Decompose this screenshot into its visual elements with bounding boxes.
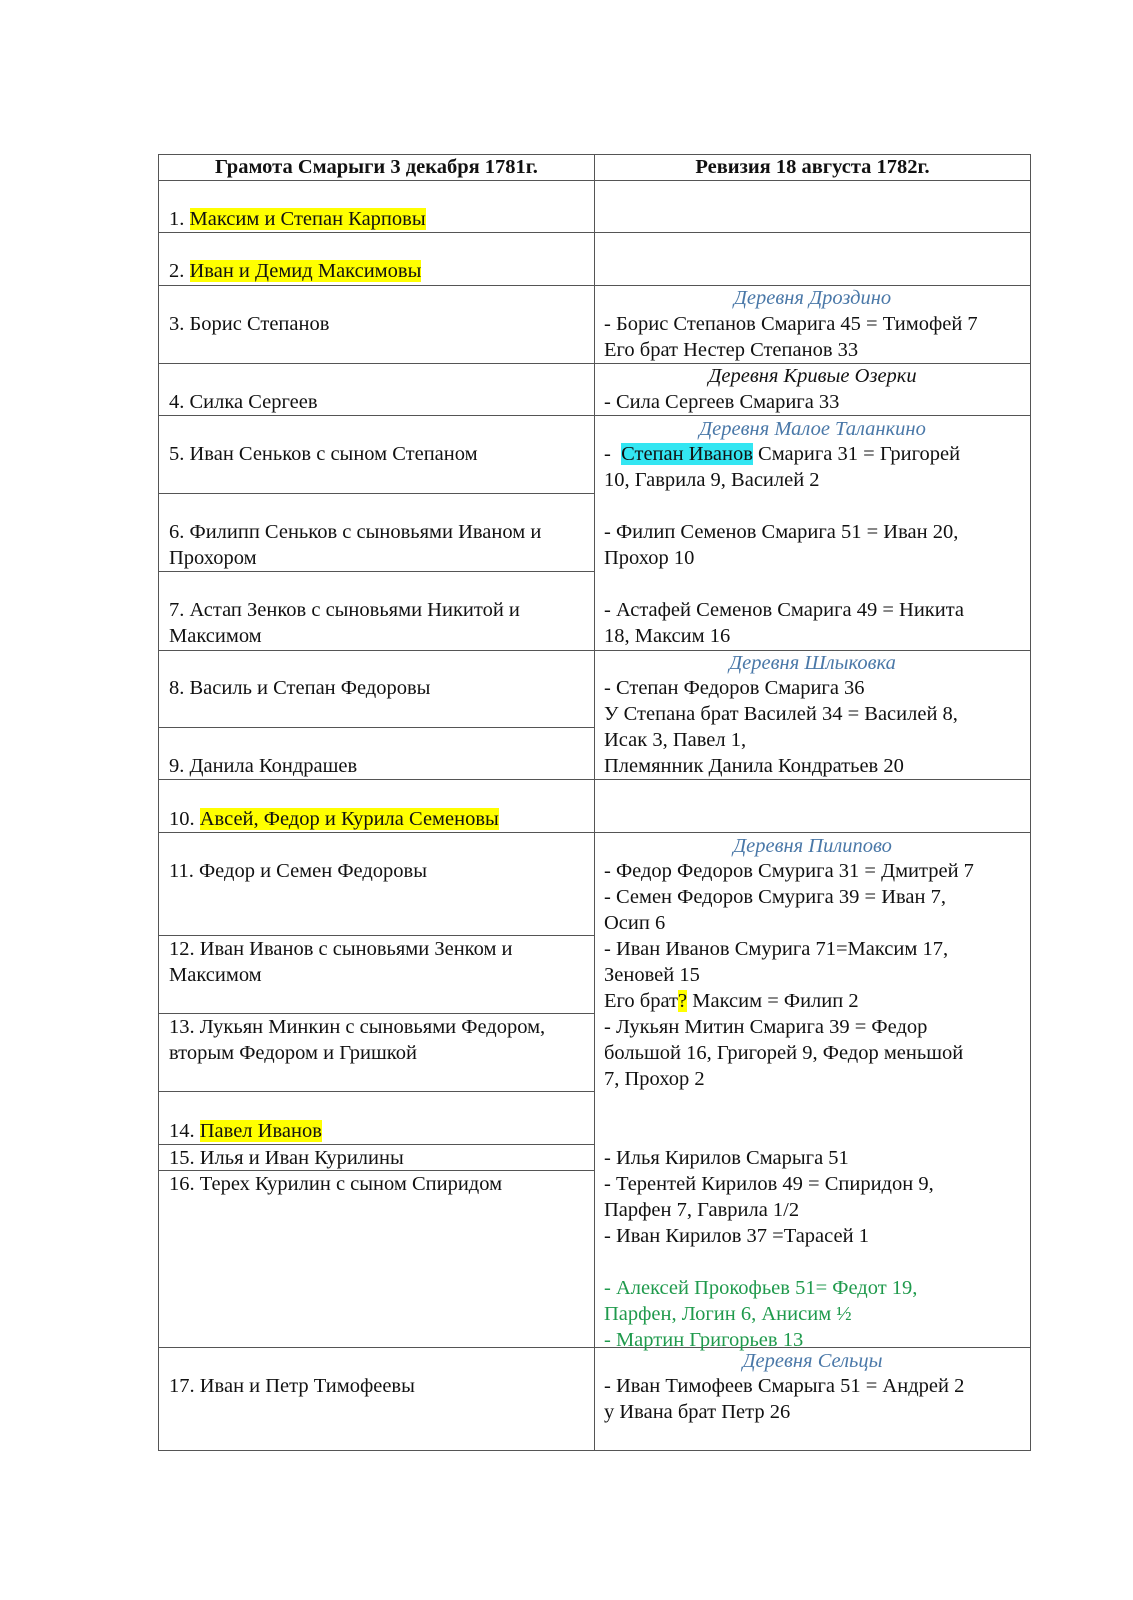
revision-line: 18, Максим 16 xyxy=(604,625,731,647)
entry-12-line-1: 12. Иван Иванов с сыновьями Зенком и xyxy=(169,938,513,960)
highlight-yellow: Максим и Степан Карповы xyxy=(189,208,426,230)
revision-line: - Астафей Семенов Смарига 49 = Никита xyxy=(604,599,965,621)
revision-line: - Семен Федоров Смурига 39 = Иван 7, xyxy=(604,886,946,908)
row-line xyxy=(158,1450,1031,1451)
entry-1: 1. Максим и Степан Карповы xyxy=(169,208,426,230)
row-line xyxy=(158,727,595,728)
revision-line: - Сила Сергеев Смарига 33 xyxy=(604,391,840,413)
village-heading: Деревня Дроздино xyxy=(733,287,892,309)
revision-line: - Терентей Кирилов 49 = Спиридон 9, xyxy=(604,1173,934,1195)
highlight-yellow: Павел Иванов xyxy=(199,1120,322,1142)
column-divider xyxy=(594,154,595,1451)
highlight-yellow: ? xyxy=(678,990,688,1012)
revision-line: 10, Гаврила 9, Василей 2 xyxy=(604,469,820,491)
entry-10: 10. Авсей, Федор и Курила Семеновы xyxy=(169,808,499,830)
revision-line: Племянник Данила Кондратьев 20 xyxy=(604,755,904,777)
village-heading: Деревня Малое Таланкино xyxy=(699,418,926,440)
village-heading: Деревня Сельцы xyxy=(742,1350,883,1372)
entry-17: 17. Иван и Петр Тимофеевы xyxy=(169,1375,415,1397)
entry-7-line-1: 7. Астап Зенков с сыновьями Никитой и xyxy=(169,599,520,621)
revision-line: Его брат Нестер Степанов 33 xyxy=(604,339,859,361)
entry-12-line-2: Максимом xyxy=(169,964,262,986)
header-right: Ревизия 18 августа 1782г. xyxy=(695,156,930,178)
revision-line: Зеновей 15 xyxy=(604,964,700,986)
highlight-yellow: Иван и Демид Максимовы xyxy=(189,260,422,282)
revision-line: - Борис Степанов Смарига 45 = Тимофей 7 xyxy=(604,313,978,335)
row-line xyxy=(158,232,1031,233)
row-line xyxy=(158,571,595,572)
revision-line: - Степан Федоров Смарига 36 xyxy=(604,677,865,699)
revision-line-green: - Мартин Григорьев 13 xyxy=(604,1329,804,1351)
revision-line: Исак 3, Павел 1, xyxy=(604,729,747,751)
entry-4: 4. Силка Сергеев xyxy=(169,391,318,413)
entry-14: 14. Павел Иванов xyxy=(169,1120,322,1142)
row-line xyxy=(158,1091,595,1092)
village-heading: Деревня Кривые Озерки xyxy=(708,365,917,387)
table-border-right xyxy=(1030,154,1031,1451)
village-heading: Деревня Шлыковка xyxy=(729,652,896,674)
entry-5: 5. Иван Сеньков с сыном Степаном xyxy=(169,443,478,465)
entry-9: 9. Данила Кондрашев xyxy=(169,755,358,777)
entry-13-line-2: вторым Федором и Гришкой xyxy=(169,1042,417,1064)
entry-6-line-2: Прохором xyxy=(169,547,257,569)
entry-15: 15. Илья и Иван Курилины xyxy=(169,1147,404,1169)
revision-line: - Филип Семенов Смарига 51 = Иван 20, xyxy=(604,521,959,543)
revision-line: Прохор 10 xyxy=(604,547,695,569)
header-left: Грамота Смарыги 3 декабря 1781г. xyxy=(215,156,538,178)
entry-7-line-2: Максимом xyxy=(169,625,262,647)
village-heading: Деревня Пилипово xyxy=(733,835,892,857)
revision-line: - Степан Иванов Смарига 31 = Григорей xyxy=(604,443,961,465)
revision-line: Осип 6 xyxy=(604,912,666,934)
entry-3: 3. Борис Степанов xyxy=(169,313,330,335)
row-line xyxy=(158,779,1031,780)
entry-6-line-1: 6. Филипп Сеньков с сыновьями Иваном и xyxy=(169,521,542,543)
table-border-left xyxy=(158,154,159,1451)
revision-line: У Степана брат Василей 34 = Василей 8, xyxy=(604,703,958,725)
revision-line: у Ивана брат Петр 26 xyxy=(604,1401,791,1423)
revision-line: большой 16, Григорей 9, Федор меньшой xyxy=(604,1042,964,1064)
entry-16: 16. Терех Курилин с сыном Спиридом xyxy=(169,1173,503,1195)
revision-line: - Иван Кирилов 37 =Тарасей 1 xyxy=(604,1225,869,1247)
revision-line: - Лукьян Митин Смарига 39 = Федор xyxy=(604,1016,928,1038)
entry-2: 2. Иван и Демид Максимовы xyxy=(169,260,422,282)
revision-line: - Федор Федоров Смурига 31 = Дмитрей 7 xyxy=(604,860,974,882)
entry-11: 11. Федор и Семен Федоровы xyxy=(169,860,428,882)
revision-line: Парфен 7, Гаврила 1/2 xyxy=(604,1199,800,1221)
revision-line: - Иван Тимофеев Смарыга 51 = Андрей 2 xyxy=(604,1375,965,1397)
row-line xyxy=(158,493,595,494)
revision-line: Его брат? Максим = Филип 2 xyxy=(604,990,859,1012)
revision-line: 7, Прохор 2 xyxy=(604,1068,705,1090)
entry-8: 8. Василь и Степан Федоровы xyxy=(169,677,431,699)
revision-line: - Иван Иванов Смурига 71=Максим 17, xyxy=(604,938,949,960)
row-line xyxy=(158,180,1031,181)
revision-line-green: Парфен, Логин 6, Анисим ½ xyxy=(604,1303,852,1325)
entry-13-line-1: 13. Лукьян Минкин с сыновьями Федором, xyxy=(169,1016,546,1038)
revision-line: - Илья Кирилов Смарыга 51 xyxy=(604,1147,849,1169)
revision-line-green: - Алексей Прокофьев 51= Федот 19, xyxy=(604,1277,918,1299)
highlight-yellow: Авсей, Федор и Курила Семеновы xyxy=(199,808,499,830)
highlight-cyan: Степан Иванов xyxy=(621,443,753,465)
